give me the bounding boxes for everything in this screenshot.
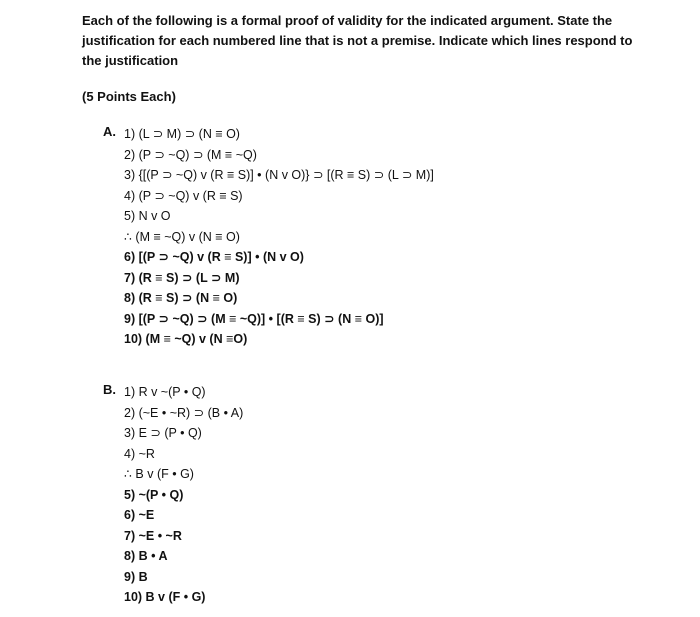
proof-a-lines xyxy=(124,124,434,350)
proof-line: 2) (~E • ~R) ⊃ (B • A) xyxy=(124,405,244,420)
proof-line: 6) ~E xyxy=(124,508,155,522)
conclusion-line: ∴ (M ≡ ~Q) v (N ≡ O) xyxy=(124,229,240,244)
instructions-text: Each of the following is a formal proof of validity for the indicated argument. State the justification for each numbered line that is not a premise. Indicate which lines respond to the justification xyxy=(82,13,633,68)
proof-b-lines xyxy=(124,382,243,608)
proof-line: 3) E ⊃ (P • Q) xyxy=(124,426,202,440)
proof-line: 4) (P ⊃ ~Q) v (R ≡ S) xyxy=(124,188,243,203)
proof-line: 1) R v ~(P • Q) xyxy=(124,385,206,399)
proof-line: 7) (R ≡ S) ⊃ (L ⊃ M) xyxy=(124,270,240,285)
proof-line: 5) N v O xyxy=(124,209,171,223)
conclusion-line: ∴ B v (F • G) xyxy=(124,467,194,481)
points-note: (5 Points Each) xyxy=(82,89,176,104)
proof-line: 3) {[(P ⊃ ~Q) v (R ≡ S)] • (N v O)} ⊃ [(R ≡ S) ⊃ (L ⊃ M)] xyxy=(124,168,434,182)
proof-line: 9) [(P ⊃ ~Q) ⊃ (M ≡ ~Q)] • [(R ≡ S) ⊃ (N ≡ O)] xyxy=(124,311,384,326)
proof-line: 8) B • A xyxy=(124,549,168,563)
proof-line: 10) B v (F • G) xyxy=(124,590,206,604)
proof-line: 4) ~R xyxy=(124,446,155,461)
proof-a-label: A. xyxy=(103,124,116,139)
proof-b-label: B. xyxy=(103,382,116,397)
proof-line: 6) [(P ⊃ ~Q) v (R ≡ S)] • (N v O) xyxy=(124,250,304,264)
proof-line: 5) ~(P • Q) xyxy=(124,487,184,502)
proof-line: 7) ~E • ~R xyxy=(124,528,182,543)
proof-line: 8) (R ≡ S) ⊃ (N ≡ O) xyxy=(124,291,238,305)
proof-line: 9) B xyxy=(124,569,148,584)
proof-line: 1) (L ⊃ M) ⊃ (N ≡ O) xyxy=(124,127,240,141)
proof-line: 2) (P ⊃ ~Q) ⊃ (M ≡ ~Q) xyxy=(124,147,257,162)
proof-line: 10) (M ≡ ~Q) v (N ≡O) xyxy=(124,332,248,346)
